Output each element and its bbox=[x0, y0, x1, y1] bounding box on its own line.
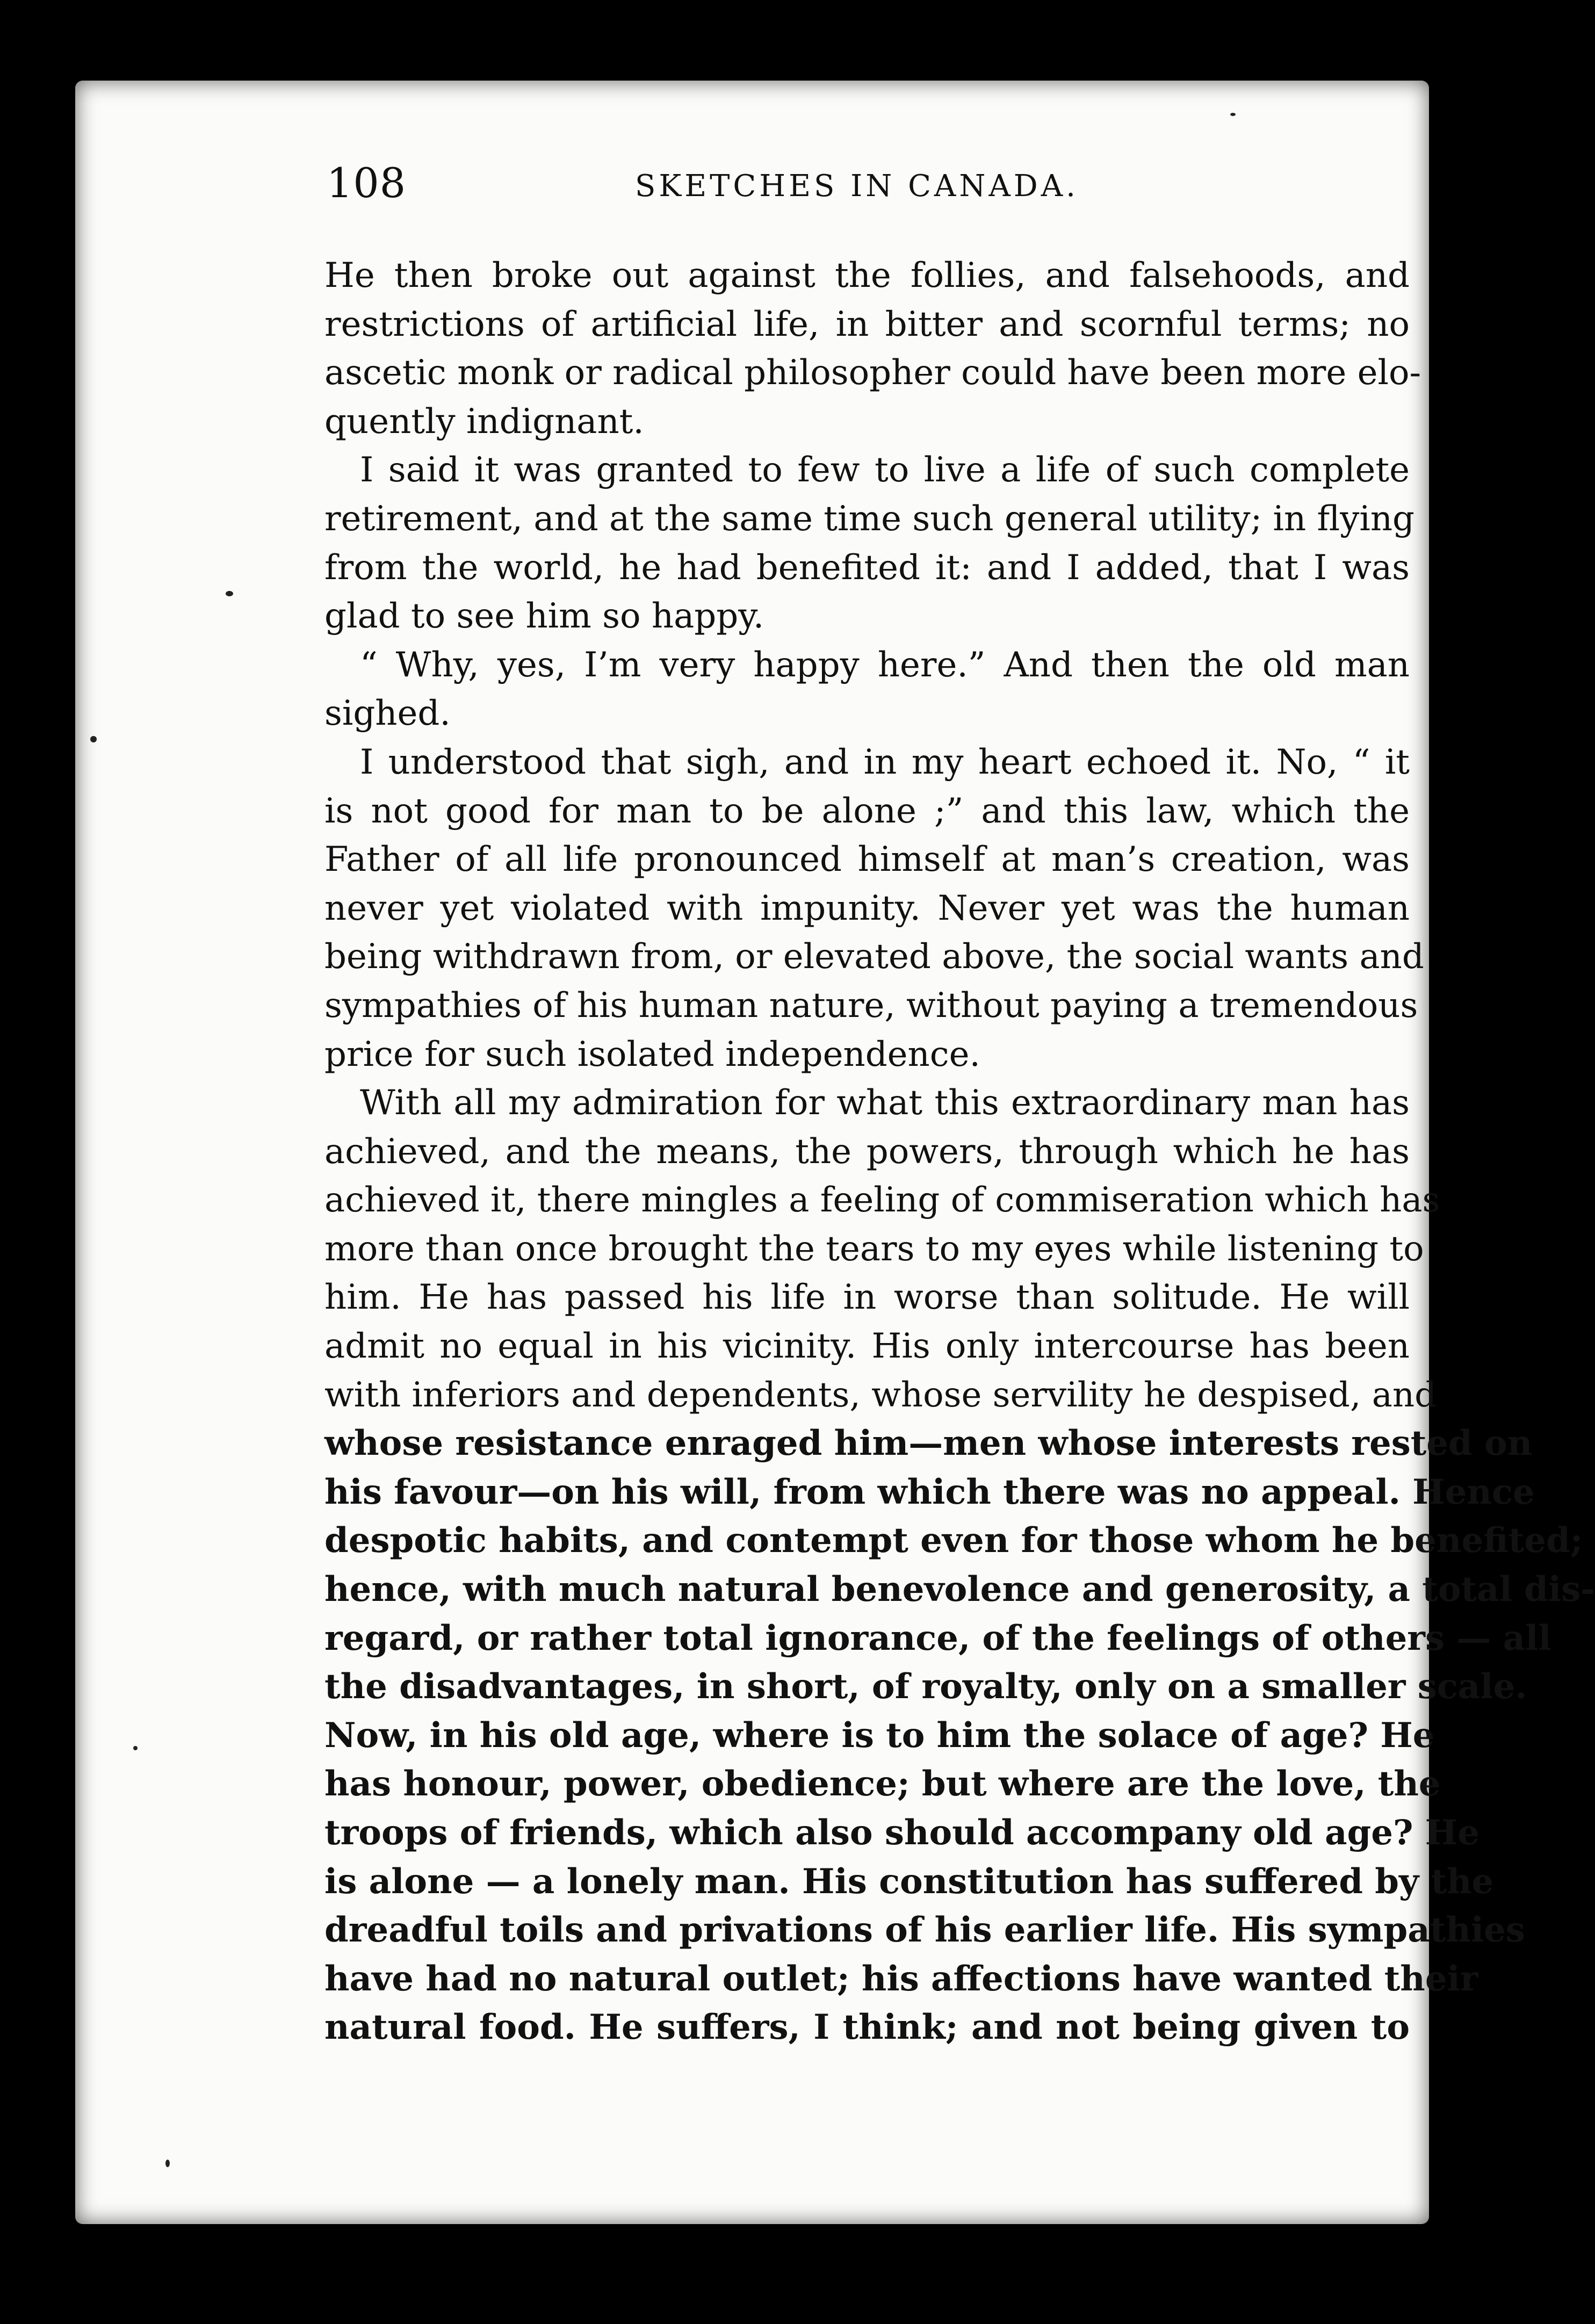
text-line: him. He has passed his life in worse than solitude. He will bbox=[324, 1278, 1410, 1318]
body-text bbox=[324, 251, 1595, 2052]
text-line: is not good for man to be alone ;” and this law, which the bbox=[324, 791, 1410, 831]
scan-speck bbox=[226, 591, 233, 596]
scan-speck bbox=[165, 2160, 170, 2167]
text-line: I understood that sigh, and in my heart echoed it. No, “ it bbox=[360, 742, 1410, 782]
text-line: whose resistance enraged him—men whose interests rested on bbox=[324, 1423, 1533, 1464]
text-line: retirement, and at the same time such general utility; in flying bbox=[324, 499, 1414, 539]
text-line: “ Why, yes, I’m very happy here.” And then the old man bbox=[360, 645, 1410, 685]
running-head: SKETCHES IN CANADA. bbox=[635, 169, 1079, 204]
text-line: from the world, he had benefited it: and I added, that I was bbox=[324, 547, 1410, 588]
text-line: more than once brought the tears to my eyes while listening to bbox=[324, 1229, 1424, 1269]
text-line: his favour—on his will, from which there was no appeal. Hence bbox=[324, 1471, 1535, 1512]
text-line: ascetic monk or radical philosopher could have been more elo- bbox=[324, 353, 1421, 393]
text-line: sighed. bbox=[324, 694, 451, 734]
text-line: regard, or rather total ignorance, of the feelings of others — all bbox=[324, 1618, 1551, 1658]
text-line: is alone — a lonely man. His constitution has suffered by the bbox=[324, 1861, 1494, 1902]
text-line: has honour, power, obedience; but where are the love, the bbox=[324, 1764, 1441, 1805]
text-line: despotic habits, and contempt even for those whom he benefited; bbox=[324, 1520, 1583, 1561]
text-line: quently indignant. bbox=[324, 401, 644, 442]
page-number: 108 bbox=[327, 159, 407, 207]
text-line: restrictions of artificial life, in bitter and scornful terms; no bbox=[324, 304, 1410, 344]
text-line: have had no natural outlet; his affections have wanted their bbox=[324, 1958, 1478, 1999]
text-line: Father of all life pronounced himself at man’s creation, was bbox=[324, 840, 1410, 880]
text-line: glad to see him so happy. bbox=[324, 596, 764, 637]
text-line: dreadful toils and privations of his earlier life. His sympathies bbox=[324, 1910, 1525, 1951]
text-line: never yet violated with impunity. Never yet was the human bbox=[324, 888, 1410, 928]
text-line: admit no equal in his vicinity. His only intercourse has been bbox=[324, 1326, 1410, 1367]
text-line: natural food. He suffers, I think; and not being given to bbox=[324, 2007, 1410, 2048]
text-line: achieved, and the means, the powers, through which he has bbox=[324, 1131, 1410, 1172]
text-line: the disadvantages, in short, of royalty, only on a smaller scale. bbox=[324, 1666, 1527, 1707]
text-line: hence, with much natural benevolence and generosity, a total dis- bbox=[324, 1569, 1595, 1610]
text-line: with inferiors and dependents, whose servility he despised, and bbox=[324, 1375, 1437, 1415]
text-line: achieved it, there mingles a feeling of commiseration which has bbox=[324, 1180, 1440, 1221]
text-line: sympathies of his human nature, without paying a tremendous bbox=[324, 985, 1418, 1026]
scan-speck bbox=[90, 736, 97, 742]
text-line: price for such isolated independence. bbox=[324, 1034, 980, 1074]
text-line: He then broke out against the follies, and falsehoods, and bbox=[324, 256, 1410, 295]
text-line: troops of friends, which also should accompany old age? He bbox=[324, 1813, 1479, 1853]
page-header bbox=[327, 159, 1428, 207]
text-line: being withdrawn from, or elevated above, the social wants and bbox=[324, 937, 1424, 977]
text-line: With all my admiration for what this extraordinary man has bbox=[360, 1083, 1410, 1123]
text-line: Now, in his old age, where is to him the solace of age? He bbox=[324, 1715, 1435, 1756]
scan-speck bbox=[133, 1746, 138, 1750]
text-line: I said it was granted to few to live a life of such complete bbox=[360, 450, 1410, 490]
scan-speck bbox=[1230, 113, 1236, 116]
